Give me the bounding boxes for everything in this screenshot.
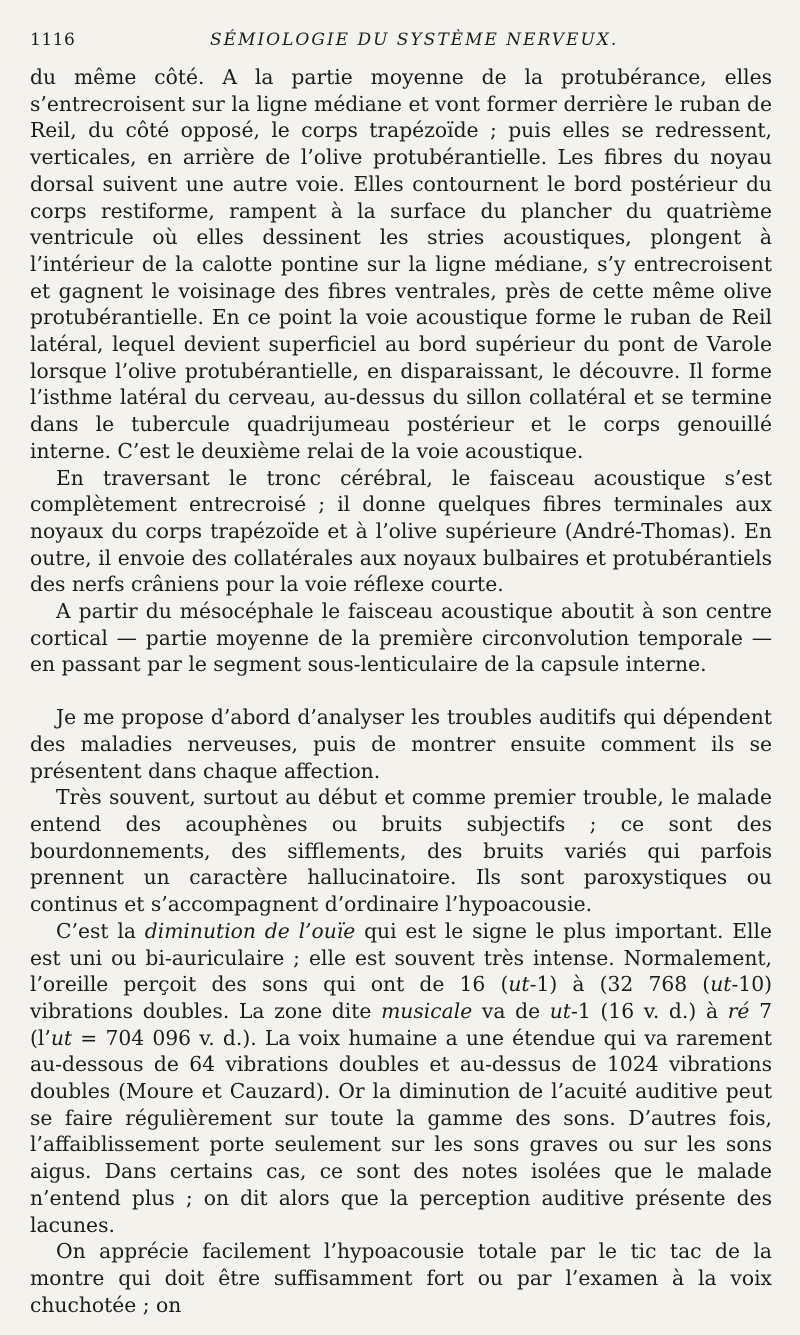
p6-text-h: = 704 096 v. d.). La voix humaine a une étendue qui va rarement au-dessous de 64 vibrations doubles et au-dessus de 1024 vibrations doubles (Moure et Cauzard). Or la diminution de l’acuité auditive peut se faire régulièrement sur toute la gamme des sons. D’autres fois, l’affaiblissement porte seulement sur les sons graves ou sur les sons aigus. Dans certains cas, ce sont des notes isolées que le malade n’entend plus ; on dit alors que la perception auditive présente des lacunes. xyxy=(30,1025,772,1237)
p6-emphasis-ut-3: ut xyxy=(549,998,571,1023)
p6-emphasis-ut-4: ut xyxy=(50,1025,73,1050)
p6-emphasis-ut-2: ut xyxy=(710,972,732,997)
running-title: SÉMIOLOGIE DU SYSTÈME NERVEUX. xyxy=(210,30,619,50)
paragraph-3: A partir du mésocéphale le faisceau acoustique aboutit à son centre cortical — partie moyenne de la première circonvolution temporale — en passant par le segment sous-lenticulaire de la capsule interne. xyxy=(30,599,772,677)
p6-text-f: -1 (16 v. d.) à xyxy=(570,998,728,1023)
paragraph-5: Très souvent, surtout au début et comme premier trouble, le malade entend des acouphènes ou bruits subjectifs ; ce sont des bourdonnements, des sifflements, des bruits variés qui parfois prennent un caractère hallucinatoire. Ils sont paroxystiques ou continus et s’accompagnent d’ordinaire l’hypoacousie. xyxy=(30,785,772,917)
paragraph-7: On apprécie facilement l’hypoacousie totale par le tic tac de la montre qui doit être suffisamment fort ou par l’examen à la voix chuchotée ; on xyxy=(30,1239,772,1317)
p6-emphasis-ut-1: ut xyxy=(508,972,530,997)
p6-text-b: qui est le signe le plus important. Elle est uni ou bi-auriculaire ; elle est souvent très intense. Normalement, l’oreille perçoit des sons qui ont de 16 ( xyxy=(30,918,773,997)
paragraph-2: En traversant le tronc cérébral, le faisceau acoustique s’est complètement entrecroisé ; il donne quelques fibres terminales aux noyaux du corps trapézoïde et à l’olive supérieure (André-Thomas). En outre, il envoie des collatérales aux noyaux bulbaires et protubérantiels des nerfs crâniens pour la voie réflexe courte. xyxy=(30,465,772,597)
paragraph-1: du même côté. A la partie moyenne de la protubérance, elles s’entrecroisent sur la ligne médiane et vont former derrière le ruban de Reil, du côté opposé, le corps trapézoïde ; puis elles se redressent, verticales, en arrière de l’olive protubérantielle. Les fibres du noyau dorsal suivent une autre voie. Elles contournent le bord postérieur du corps restiforme, rampent à la surface du plancher du quatrième ventricule où elles dessinent les stries acoustiques, plongent à l’intérieur de la calotte pontine sur la ligne médiane, s’y entrecroisent et gagnent le voisinage des fibres ventrales, près de cette même olive protubérantielle. En ce point la voie acoustique forme le ruban de Reil latéral, lequel devient superficiel au bord supérieur du pont de Varole lorsque l’olive protubérantielle, en disparaissant, le découvre. Il forme l’isthme latéral du cerveau, au-dessus du sillon collatéral et se termine dans le tubercule quadrijumeau postérieur et le corps genouillé interne. C’est le deuxième relai de la voie acoustique. xyxy=(30,65,772,463)
p6-emphasis-musicale: musicale xyxy=(381,998,473,1023)
p6-text-d: -10) vibrations doubles. La zone dite xyxy=(30,972,773,1023)
running-header xyxy=(30,30,772,58)
body-text xyxy=(30,64,772,1318)
p6-text-g: 7 (l’ xyxy=(30,998,772,1050)
page-number: 1116 xyxy=(30,30,76,50)
section-gap xyxy=(30,678,772,704)
p6-text-a: C’est la xyxy=(56,918,145,943)
paragraph-4: Je me propose d’abord d’analyser les troubles auditifs qui dépendent des maladies nerveuses, puis de montrer ensuite comment ils se présentent dans chaque affection. xyxy=(30,705,772,783)
p6-text-c: -1) à (32 768 ( xyxy=(529,972,711,997)
p6-emphasis-diminution: diminution de l’ouïe xyxy=(144,918,356,943)
p6-emphasis-re: ré xyxy=(727,998,750,1023)
p6-text-e: va de xyxy=(472,998,550,1023)
paragraph-6 xyxy=(30,918,772,1238)
